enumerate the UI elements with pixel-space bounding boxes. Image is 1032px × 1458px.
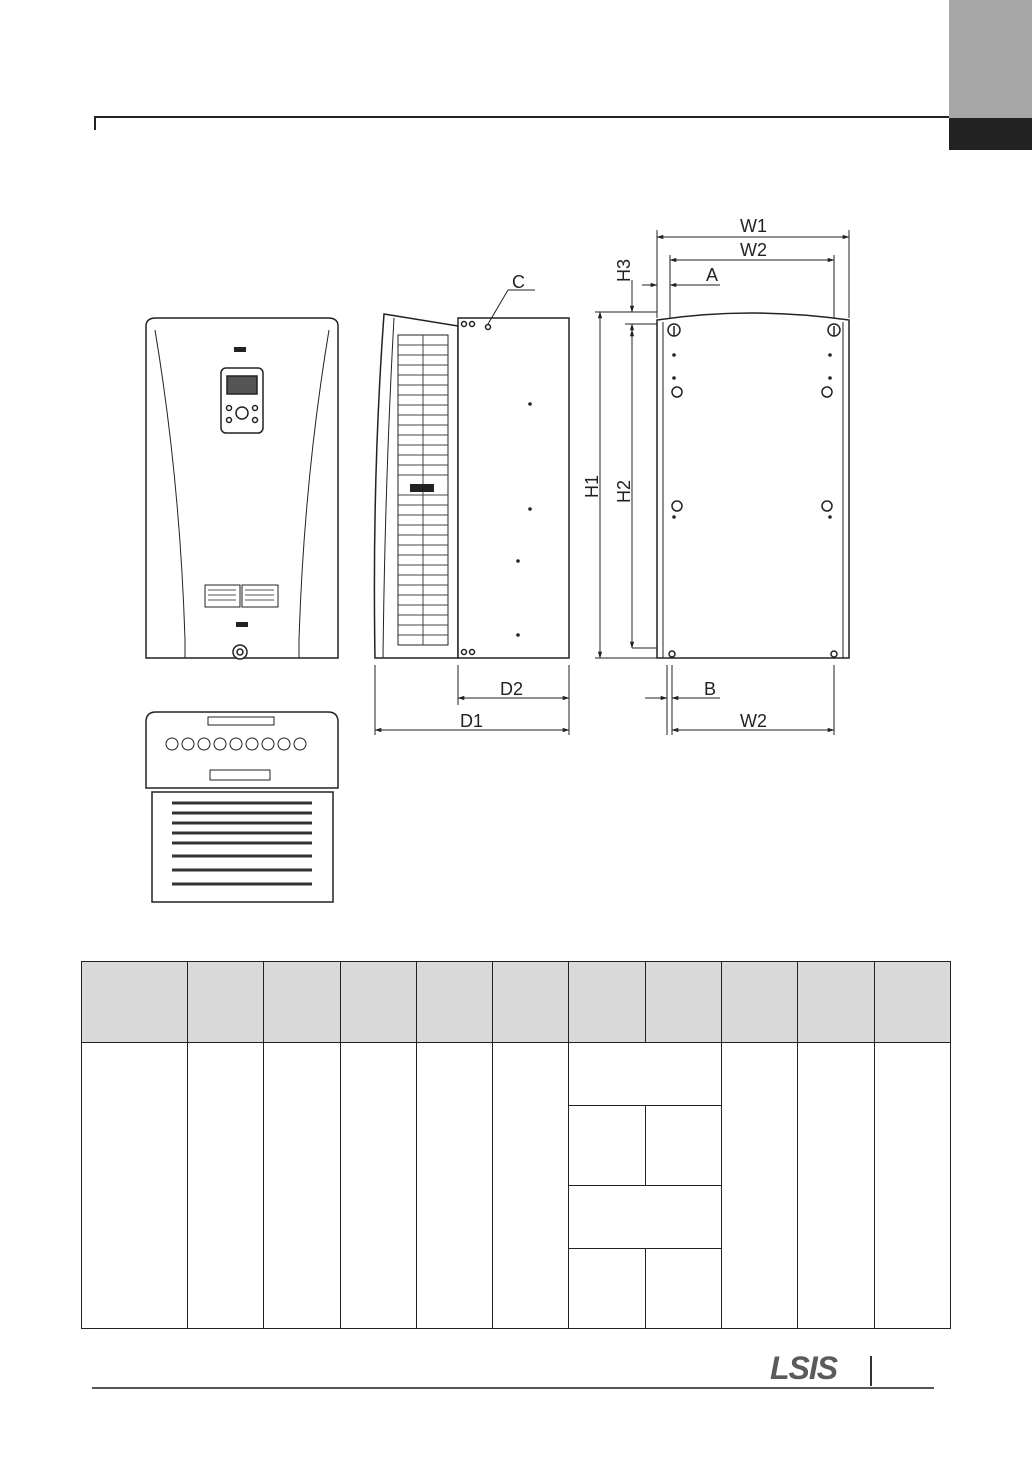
header-cell <box>646 962 722 1043</box>
table-cell <box>493 1043 569 1329</box>
bottom-view <box>146 712 338 902</box>
back-view <box>657 313 849 658</box>
label-w2-top: W2 <box>740 240 767 260</box>
label-d2: D2 <box>500 679 524 699</box>
label-c: C <box>512 272 525 292</box>
table-cell <box>646 1106 722 1186</box>
footer-rule <box>92 1387 934 1389</box>
table-cell <box>569 1249 646 1329</box>
table-cell <box>264 1043 341 1329</box>
table-cell <box>188 1043 264 1329</box>
header-cell <box>341 962 417 1043</box>
table-header-row <box>82 962 951 1043</box>
header-cell <box>417 962 493 1043</box>
label-h2: H2 <box>614 479 634 503</box>
header-cell <box>188 962 264 1043</box>
side-view <box>374 290 569 658</box>
label-w1: W1 <box>740 216 767 236</box>
front-view <box>146 318 338 659</box>
label-a: A <box>706 265 719 285</box>
table-cell <box>341 1043 417 1329</box>
label-w2-bottom: W2 <box>740 711 767 731</box>
table-cell <box>646 1249 722 1329</box>
header-cell <box>569 962 646 1043</box>
header-cell <box>798 962 875 1043</box>
table-cell <box>82 1043 188 1329</box>
header-cell <box>82 962 188 1043</box>
label-h3: H3 <box>614 258 634 282</box>
header-cell <box>722 962 798 1043</box>
header-cell <box>875 962 951 1043</box>
table-cell <box>569 1043 722 1106</box>
header-cell <box>264 962 341 1043</box>
table-cell <box>875 1043 951 1329</box>
label-d1: D1 <box>460 711 484 731</box>
table-row <box>82 1043 951 1106</box>
dimension-table <box>81 961 951 1329</box>
table-cell <box>569 1106 646 1186</box>
label-b: B <box>704 679 717 699</box>
company-logo: LSIS <box>770 1350 838 1386</box>
table-cell <box>722 1043 798 1329</box>
table-cell <box>569 1186 722 1249</box>
header-cell <box>493 962 569 1043</box>
label-h1: H1 <box>582 474 602 498</box>
table-cell <box>417 1043 493 1329</box>
footer-separator <box>870 1356 872 1386</box>
table-cell <box>798 1043 875 1329</box>
